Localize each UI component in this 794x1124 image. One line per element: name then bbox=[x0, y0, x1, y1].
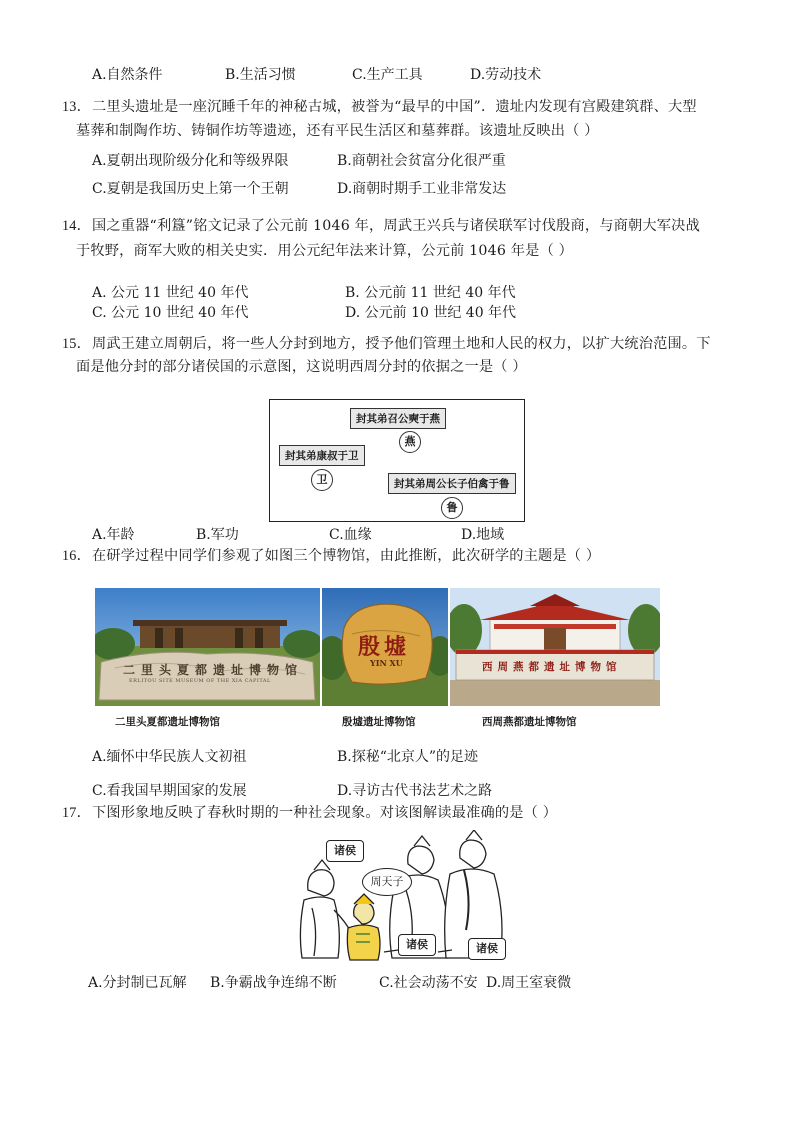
erlitou-sign-text: 二里头夏都遗址博物馆 bbox=[123, 663, 304, 677]
q17-option-d[interactable]: D.周王室衰微 bbox=[486, 975, 572, 991]
q13-option-b[interactable]: B.商朝社会贫富分化很严重 bbox=[337, 153, 506, 169]
q15-stem-line2: 面是他分封的部分诸侯国的示意图，这说明西周分封的依据之一是（ ） bbox=[76, 359, 527, 375]
q15-option-a[interactable]: A.年龄 bbox=[92, 527, 135, 543]
q13-number: 13． bbox=[62, 99, 91, 115]
q16-option-c[interactable]: C.看我国早期国家的发展 bbox=[92, 783, 247, 799]
q17-number: 17． bbox=[62, 805, 91, 821]
q14-option-c[interactable]: C. 公元 10 世纪 40 年代 bbox=[92, 305, 249, 321]
q15-number: 15． bbox=[62, 336, 91, 352]
yinxu-sign-text: 殷墟 bbox=[358, 634, 411, 660]
yinxu-sign-subtext: YIN XU bbox=[370, 658, 403, 668]
map-label-yan: 封其弟召公奭于燕 bbox=[350, 408, 446, 429]
q12-option-d[interactable]: D.劳动技术 bbox=[470, 67, 542, 83]
map-state-wei: 卫 bbox=[311, 469, 333, 491]
q12-option-a[interactable]: A.自然条件 bbox=[92, 67, 163, 83]
q13-stem-line2: 墓葬和制陶作坊、铸铜作坊等遗迹，还有平民生活区和墓葬群。该遗址反映出（ ） bbox=[76, 123, 599, 139]
spring-autumn-cartoon bbox=[288, 830, 514, 964]
q14-option-d[interactable]: D. 公元前 10 世纪 40 年代 bbox=[345, 305, 517, 321]
q17-option-b[interactable]: B.争霸战争连绵不断 bbox=[210, 975, 337, 991]
bubble-right-lord: 诸侯 bbox=[468, 938, 506, 960]
q14-stem-line1: 国之重器“利簋”铭文记录了公元前 1046 年，周武王兴兵与诸侯联军讨伐殷商，与商朝大军决战 bbox=[92, 218, 700, 234]
enfeoffment-map bbox=[269, 399, 525, 522]
bubble-zhou-king: 周天子 bbox=[362, 868, 412, 896]
q15-stem-line1: 周武王建立周朝后，将一些人分封到地方，授予他们管理土地和人民的权力，以扩大统治范围。下 bbox=[92, 336, 711, 352]
map-state-lu: 鲁 bbox=[441, 497, 463, 519]
q13-option-c[interactable]: C.夏朝是我国历史上第一个王朝 bbox=[92, 181, 289, 197]
q17-stem-line1: 下图形象地反映了春秋时期的一种社会现象。对该图解读最准确的是（ ） bbox=[92, 805, 558, 821]
erlitou-museum-photo bbox=[95, 588, 320, 706]
q14-option-b[interactable]: B. 公元前 11 世纪 40 年代 bbox=[345, 285, 516, 301]
caption-yandu: 西周燕都遗址博物馆 bbox=[482, 716, 577, 728]
bubble-left-lord: 诸侯 bbox=[398, 934, 436, 956]
caption-yinxu: 殷墟遗址博物馆 bbox=[342, 716, 416, 728]
q14-stem-line2: 于牧野，商军大败的相关史实．用公元纪年法来计算，公元前 1046 年是（ ） bbox=[76, 243, 574, 259]
q16-option-b[interactable]: B.探秘“北京人”的足迹 bbox=[337, 749, 479, 765]
q16-option-d[interactable]: D.寻访古代书法艺术之路 bbox=[337, 783, 493, 799]
q15-option-c[interactable]: C.血缘 bbox=[329, 527, 372, 543]
q14-number: 14． bbox=[62, 218, 91, 234]
q12-option-c[interactable]: C.生产工具 bbox=[352, 67, 423, 83]
q16-number: 16． bbox=[62, 548, 91, 564]
q13-option-d[interactable]: D.商朝时期手工业非常发达 bbox=[337, 181, 507, 197]
q13-stem-line1: 二里头遗址是一座沉睡千年的神秘古城，被誉为“最早的中国”．遗址内发现有宫殿建筑群、大型 bbox=[92, 99, 697, 115]
q13-option-a[interactable]: A.夏朝出现阶级分化和等级界限 bbox=[92, 153, 289, 169]
yandu-sign-text: 西周燕都遗址博物馆 bbox=[482, 661, 622, 673]
q16-option-a[interactable]: A.缅怀中华民族人文初祖 bbox=[92, 749, 247, 765]
map-label-lu: 封其弟周公长子伯禽于鲁 bbox=[388, 473, 516, 494]
q17-option-c[interactable]: C.社会动荡不安 bbox=[379, 975, 478, 991]
q15-option-d[interactable]: D.地域 bbox=[461, 527, 505, 543]
map-label-wei: 封其弟康叔于卫 bbox=[279, 445, 365, 466]
q12-option-b[interactable]: B.生活习惯 bbox=[225, 67, 296, 83]
q14-option-a[interactable]: A. 公元 11 世纪 40 年代 bbox=[92, 285, 249, 301]
caption-erlitou: 二里头夏都遗址博物馆 bbox=[115, 716, 220, 728]
q15-option-b[interactable]: B.军功 bbox=[196, 527, 239, 543]
bubble-top-lord: 诸侯 bbox=[326, 840, 364, 862]
q16-stem-line1: 在研学过程中同学们参观了如图三个博物馆，由此推断，此次研学的主题是（ ） bbox=[92, 548, 601, 564]
map-state-yan: 燕 bbox=[399, 431, 421, 453]
yinxu-museum-photo bbox=[322, 588, 448, 706]
erlitou-sign-subtext: ERLITOU SITE MUSEUM OF THE XIA CAPITAL bbox=[129, 678, 271, 684]
q17-option-a[interactable]: A.分封制已瓦解 bbox=[88, 975, 187, 991]
yandu-museum-photo bbox=[450, 588, 660, 706]
